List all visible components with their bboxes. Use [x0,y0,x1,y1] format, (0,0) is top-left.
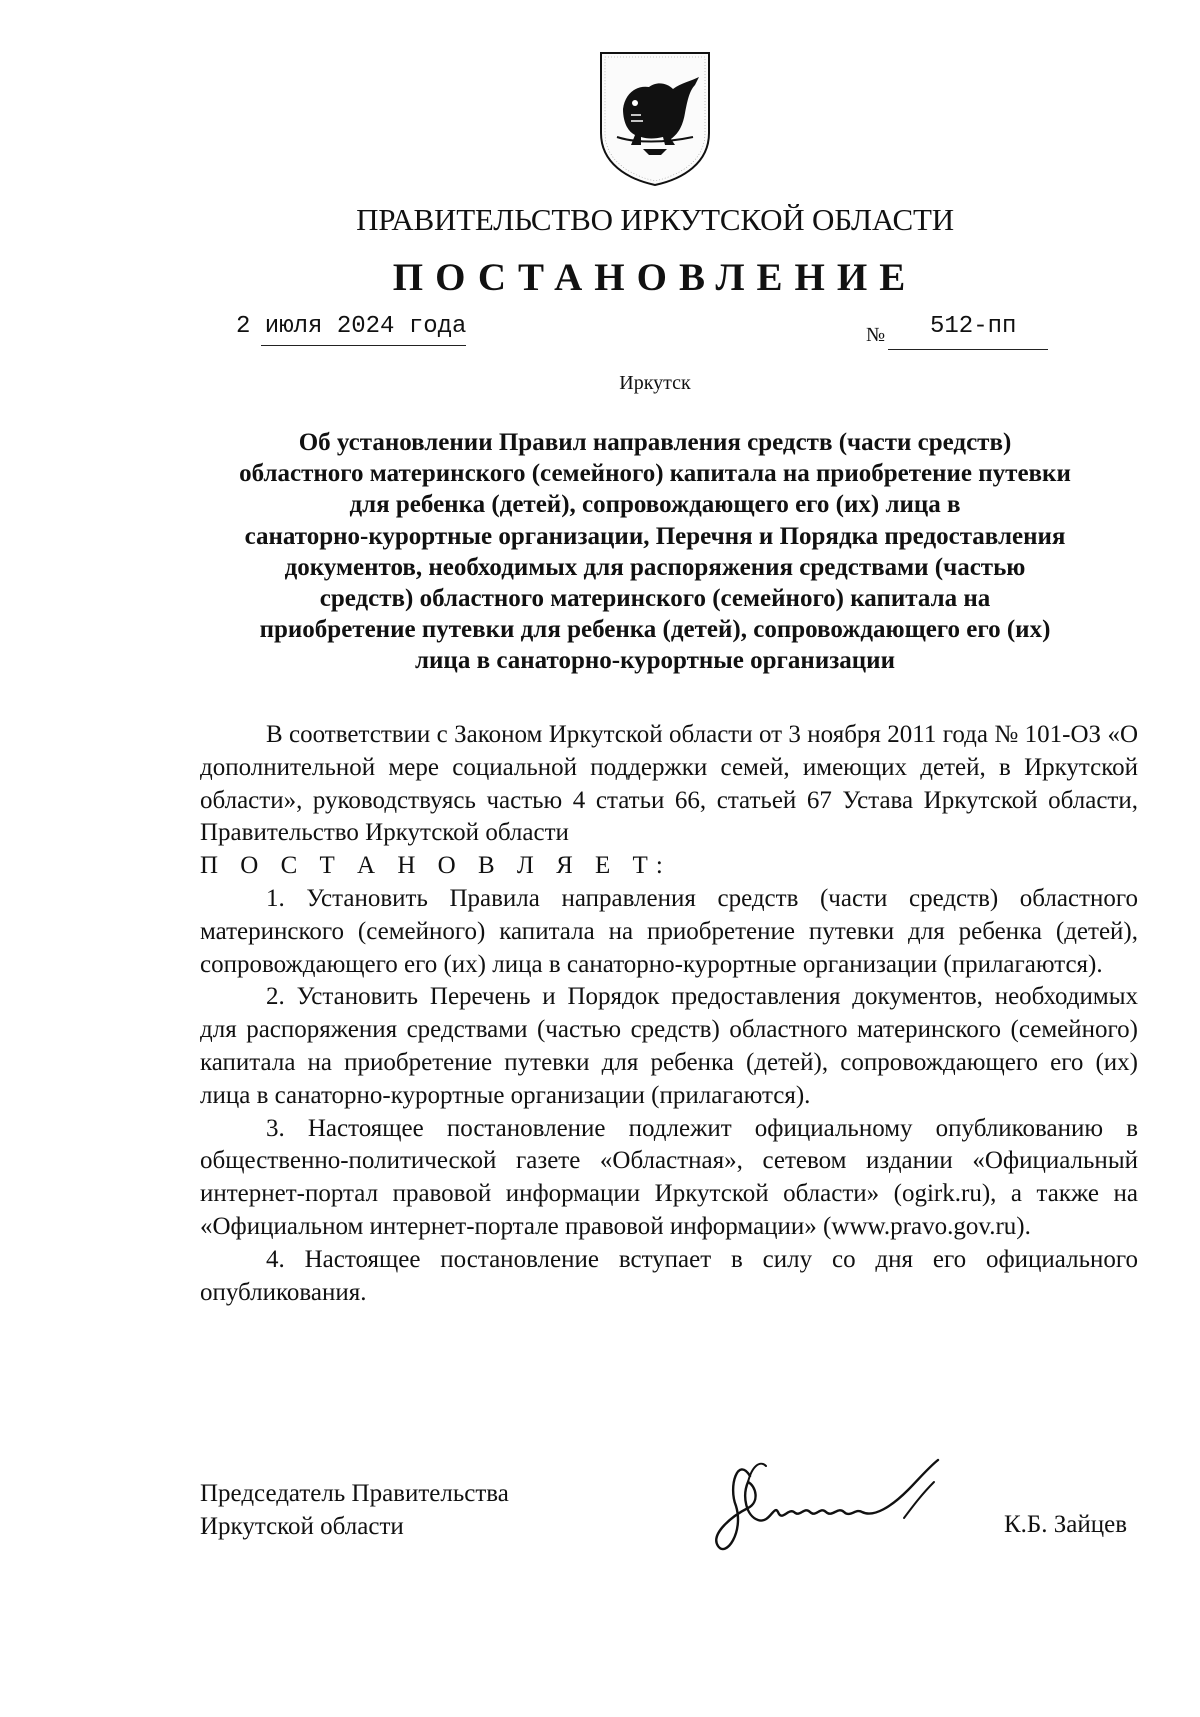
date-underline [261,345,466,346]
title-line: Об установлении Правил направления средств (части средств) [298,429,1012,456]
document-title [180,427,1130,677]
resolves-keyword: П О С Т А Н О В Л Я Е Т: [200,852,671,880]
signer-position [200,1477,509,1543]
organization-name: ПРАВИТЕЛЬСТВО ИРКУТСКОЙ ОБЛАСТИ [356,202,954,237]
resolution-item-2: 2. Установить Перечень и Порядок предоставления документов, необходимых для распоряжения средствами (частью средств) областного материнского (семейного) капитала на приобретение путевки для ребенка (детей), сопровождающего его (их) лица в санаторно-курортные организации (прилагаются). [200,983,1138,1109]
preamble-paragraph: В соответствии с Законом Иркутской области от 3 ноября 2011 года № 101-ОЗ «О дополнительной мере социальной поддержки семей, имеющих детей, в Иркутской области», руководствуясь частью 4 статьи 66, статьей 67 Устава Иркутской области, Правительство Иркутской области [200,721,1138,847]
signer-position-line: Иркутской области [200,1513,404,1540]
title-line: средств) областного материнского (семейного) капитала на [319,585,991,613]
city-name: Иркутск [619,372,691,394]
signer-name: К.Б. Зайцев [1004,1511,1128,1538]
title-line: документов, необходимых для распоряжения средствами (частью [284,553,1026,581]
title-line: областного материнского (семейного) капитала на приобретение путевки [239,460,1071,488]
title-line: приобретение путевки для ребенка (детей), сопровождающего его (их) [259,616,1051,644]
number-underline [888,349,1048,350]
resolution-item-3: 3. Настоящее постановление подлежит официальному опубликованию в общественно-политической газете «Областная», сетевом издании «Официальный интернет-портал правовой информации Иркутской области» (ogirk.ru), а также на «Официальном интернет-портале правовой информации» (www.pravo.gov.ru). [200,1114,1138,1240]
title-line: лица в санаторно-курортные организации [415,647,895,675]
document-type-heading: ПОСТАНОВЛЕНИЕ [392,256,918,299]
resolution-item-1: 1. Установить Правила направления средств (части средств) областного материнского (семейного) капитала на приобретение путевки для ребенка (детей), сопровождающего его (их) лица в санаторно-курортные организации (прилагаются). [200,884,1138,978]
handwritten-signature-icon [708,1446,973,1571]
document-number: 512-пп [930,313,1017,340]
title-line: для ребенка (детей), сопровождающего его (их) лица в [349,491,961,519]
document-date: 2 июля 2024 года [236,313,467,340]
document-body [200,719,1138,1309]
title-line: санаторно-курортные организации, Перечня и Порядка предоставления [244,522,1066,550]
number-sign: № [866,324,886,346]
resolution-item-4: 4. Настоящее постановление вступает в силу со дня его официального опубликования. [200,1245,1138,1306]
signer-position-line: Председатель Правительства [200,1480,509,1507]
irkutsk-coat-of-arms-icon [595,47,715,187]
